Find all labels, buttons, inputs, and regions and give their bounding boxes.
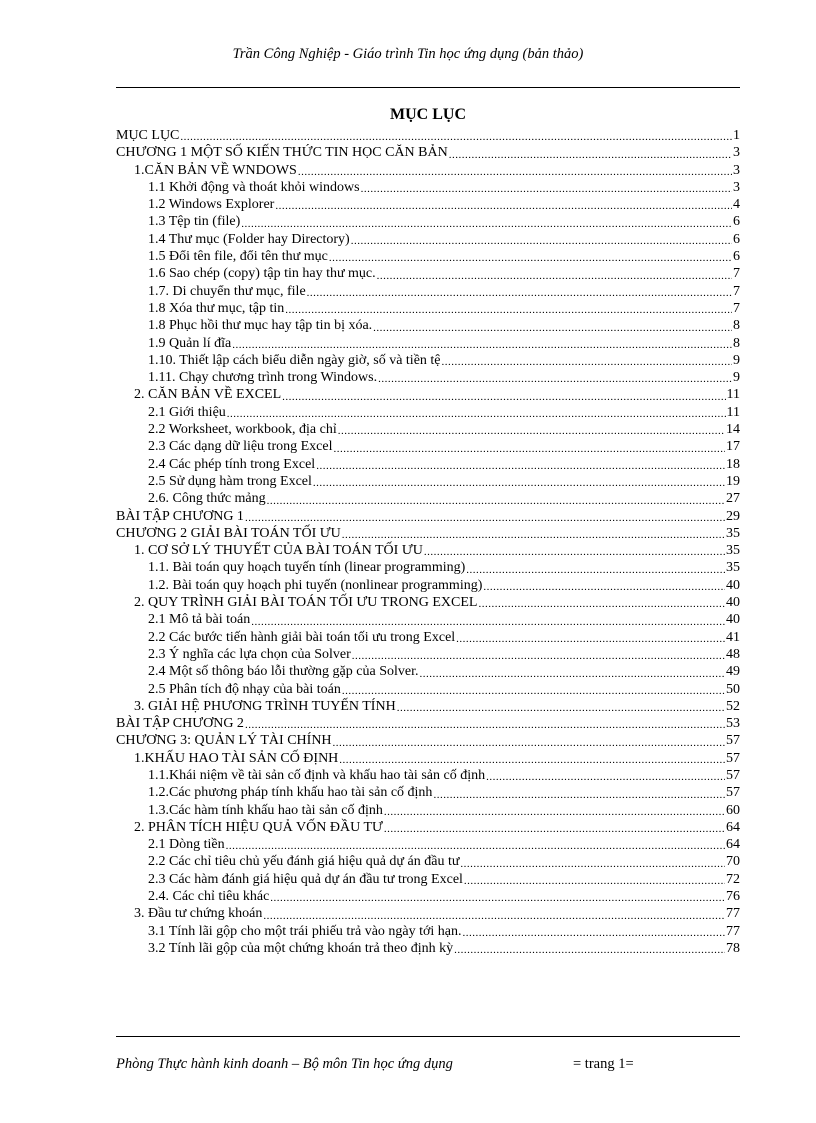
toc-entry[interactable] [116,213,740,230]
toc-entry[interactable] [116,611,740,628]
toc-entry-page: 49 [726,664,740,680]
toc-entry-title: 2.1 Giới thiệu [148,404,226,420]
toc-entry-title: 3.2 Tính lãi gộp của một chứng khoán trả theo định kỳ [148,940,454,956]
toc-dot-leader [424,546,725,559]
toc-entry-title: 1.1 Khởi động và thoát khỏi windows [148,179,360,195]
toc-entry[interactable] [116,473,740,490]
toc-entry-title: 1.2. Bài toán quy hoạch phi tuyến (nonlinear programming) [148,577,483,593]
toc-entry-title: 2.3 Ý nghĩa các lựa chọn của Solver [148,646,351,662]
toc-entry[interactable] [116,421,740,438]
toc-entry[interactable] [116,283,740,300]
toc-entry[interactable] [116,853,740,870]
toc-entry-page: 7 [733,300,740,316]
toc-entry-title: 1.KHẤU HAO TÀI SẢN CỐ ĐỊNH [134,750,339,766]
toc-entry[interactable] [116,594,740,611]
toc-entry-page: 3 [733,145,740,161]
toc-entry-title: 1.2.Các phương pháp tính khấu hao tài sản cố định [148,785,433,801]
toc-entry[interactable] [116,542,740,559]
toc-entry[interactable] [116,767,740,784]
toc-dot-leader [245,719,725,732]
toc-dot-leader [270,892,725,905]
toc-entry-page: 17 [726,439,740,455]
toc-entry-title: 2.1 Mô tả bài toán [148,612,251,628]
toc-entry[interactable] [116,162,740,179]
toc-entry-page: 40 [726,577,740,593]
toc-entry-page: 7 [733,266,740,282]
toc-entry-title: 1.2 Windows Explorer [148,197,275,213]
toc-entry-title: 1.7. Di chuyển thư mục, file [148,283,306,299]
toc-entry[interactable] [116,196,740,213]
toc-dot-leader [282,391,725,404]
header-rule [116,87,740,88]
toc-entry-page: 11 [726,404,740,420]
toc-dot-leader [285,304,732,317]
toc-entry-title: 1.CĂN BẢN VỀ WNDOWS [134,162,297,178]
toc-entry-title: 2.4 Một số thông báo lỗi thường gặp của Solver. [148,664,419,680]
footer-department: Phòng Thực hành kinh doanh – Bộ môn Tin học ứng dụng [116,1056,453,1072]
toc-entry-title: CHƯƠNG 1 MỘT SỐ KIẾN THỨC TIN HỌC CĂN BẢN [116,145,448,161]
toc-dot-leader [384,823,725,836]
toc-entry[interactable] [116,525,740,542]
toc-entry-page: 57 [726,733,740,749]
toc-entry-page: 1 [733,128,740,143]
toc-entry[interactable] [116,681,740,698]
toc-entry-title: 1. CƠ SỞ LÝ THUYẾT CỦA BÀI TOÁN TỐI ƯU [134,543,423,559]
toc-entry-page: 76 [726,889,740,905]
toc-entry-title: 1.8 Phục hồi thư mục hay tập tin bị xóa. [148,318,373,334]
toc-dot-leader [478,598,725,611]
toc-entry[interactable] [116,802,740,819]
toc-entry-page: 9 [733,352,740,368]
toc-dot-leader [267,495,725,508]
toc-dot-leader [373,322,732,335]
toc-entry-page: 35 [726,543,740,559]
toc-dot-leader [397,702,725,715]
toc-entry-page: 64 [726,837,740,853]
toc-dot-leader [352,650,725,663]
toc-entry-title: 2.5 Phân tích độ nhạy của bài toán [148,681,341,697]
toc-entry-title: 1.3 Tệp tin (file) [148,214,241,230]
toc-dot-leader [377,270,732,283]
toc-entry[interactable] [116,698,740,715]
toc-dot-leader [361,183,732,196]
toc-entry-page: 8 [733,318,740,334]
toc-dot-leader [298,166,732,179]
toc-dot-leader [483,581,725,594]
toc-entry-title: 2.6. Công thức mảng [148,491,266,507]
toc-entry-title: 1.9 Quản lí đĩa [148,335,232,351]
toc-dot-leader [384,806,725,819]
toc-entry[interactable] [116,456,740,473]
toc-entry-title: 1.1.Khái niệm về tài sản cố định và khấu hao tài sản cố định [148,767,486,783]
toc-dot-leader [339,754,725,767]
toc-dot-leader [466,564,725,577]
toc-entry-page: 77 [726,906,740,922]
page-title: MỤC LỤC [390,106,466,123]
toc-entry[interactable] [116,265,740,282]
toc-entry[interactable] [116,144,740,161]
toc-entry-page: 11 [726,387,740,403]
toc-entry-page: 6 [733,231,740,247]
toc-entry-page: 35 [726,525,740,541]
toc-entry-page: 8 [733,335,740,351]
toc-dot-leader [378,373,732,386]
toc-entry-title: 2.5 Sử dụng hàm trong Excel [148,473,312,489]
toc-dot-leader [263,910,725,923]
toc-entry[interactable] [116,577,740,594]
toc-entry-page: 18 [726,456,740,472]
toc-entry-title: 1.6 Sao chép (copy) tập tin hay thư mục. [148,266,376,282]
toc-dot-leader [486,771,725,784]
toc-entry[interactable] [116,438,740,455]
toc-entry-page: 72 [726,871,740,887]
toc-entry[interactable] [116,386,740,403]
toc-dot-leader [307,287,732,300]
toc-entry[interactable] [116,646,740,663]
toc-entry[interactable] [116,300,740,317]
toc-entry-title: 2. CĂN BẢN VỀ EXCEL [134,387,282,403]
toc-dot-leader [333,443,725,456]
toc-dot-leader [180,131,732,144]
toc-entry-page: 6 [733,249,740,265]
toc-entry-title: 1.10. Thiết lập cách biểu diễn ngày giờ, số và tiền tệ [148,352,441,368]
toc-entry-page: 57 [726,750,740,766]
footer-rule [116,1036,740,1037]
toc-entry-page: 57 [726,785,740,801]
toc-entry-page: 52 [726,698,740,714]
toc-entry[interactable] [116,663,740,680]
toc-entry[interactable] [116,629,740,646]
toc-entry-page: 48 [726,646,740,662]
toc-dot-leader [338,425,725,438]
toc-entry-title: 1.11. Chạy chương trình trong Windows. [148,370,378,386]
toc-entry-title: BÀI TẬP CHƯƠNG 1 [116,508,244,524]
toc-dot-leader [460,858,725,871]
toc-dot-leader [316,460,725,473]
toc-entry[interactable] [116,127,740,144]
toc-entry-title: 2.4 Các phép tính trong Excel [148,456,316,472]
toc-entry[interactable] [116,490,740,507]
toc-entry-page: 6 [733,214,740,230]
toc-entry-title: 1.3.Các hàm tính khấu hao tài sản cố định [148,802,383,818]
toc-entry-title: 2.3 Các dạng dữ liệu trong Excel [148,439,333,455]
toc-dot-leader [342,529,725,542]
toc-entry-title: 2.2 Worksheet, workbook, địa chỉ [148,422,337,438]
toc-dot-leader [226,840,725,853]
toc-entry-page: 78 [726,940,740,956]
toc-entry-page: 14 [726,422,740,438]
toc-dot-leader [464,875,725,888]
toc-entry[interactable] [116,819,740,836]
toc-entry-title: CHƯƠNG 3: QUẢN LÝ TÀI CHÍNH [116,733,332,749]
toc-entry[interactable] [116,871,740,888]
toc-dot-leader [463,927,725,940]
toc-entry-page: 40 [726,612,740,628]
toc-entry-page: 7 [733,283,740,299]
toc-dot-leader [433,789,725,802]
toc-entry-title: 1.4 Thư mục (Folder hay Directory) [148,231,350,247]
toc-dot-leader [329,252,732,265]
toc-dot-leader [351,235,732,248]
toc-dot-leader [232,339,732,352]
toc-dot-leader [456,633,725,646]
toc-entry-title: 3. GIẢI HỆ PHƯƠNG TRÌNH TUYẾN TÍNH [134,698,396,714]
toc-entry-title: 2. QUY TRÌNH GIẢI BÀI TOÁN TỐI ƯU TRONG EXCEL [134,595,478,611]
toc-entry[interactable] [116,784,740,801]
toc-entry-page: 50 [726,681,740,697]
toc-entry[interactable] [116,248,740,265]
toc-entry-page: 29 [726,508,740,524]
toc-entry-page: 19 [726,473,740,489]
toc-entry-page: 4 [733,197,740,213]
toc-entry-title: 3.1 Tính lãi gộp cho một trái phiếu trả vào ngày tới hạn. [148,923,462,939]
toc-entry[interactable] [116,715,740,732]
toc-entry-title: CHƯƠNG 2 GIẢI BÀI TOÁN TỐI ƯU [116,525,341,541]
toc-dot-leader [342,685,725,698]
toc-entry-title: BÀI TẬP CHƯƠNG 2 [116,716,244,732]
toc-entry-page: 3 [733,179,740,195]
toc-entry[interactable] [116,317,740,334]
toc-entry-page: 9 [733,370,740,386]
toc-entry[interactable] [116,888,740,905]
toc-entry-page: 41 [726,629,740,645]
toc-entry-page: 53 [726,716,740,732]
toc-dot-leader [449,149,732,162]
toc-entry-title: 1.5 Đổi tên file, đổi tên thư mục [148,249,328,265]
toc-entry-title: 1.8 Xóa thư mục, tập tin [148,300,285,316]
footer-page-number: = trang 1= [573,1056,634,1072]
toc-entry[interactable] [116,508,740,525]
toc-dot-leader [333,737,725,750]
toc-entry[interactable] [116,369,740,386]
toc-entry-page: 64 [726,819,740,835]
toc-dot-leader [251,616,725,629]
toc-dot-leader [241,218,732,231]
toc-entry-title: 2.4. Các chỉ tiêu khác [148,889,270,905]
toc-entry-title: 2. PHÂN TÍCH HIỆU QUẢ VỐN ĐẦU TƯ [134,819,383,835]
toc-entry-title: 1.1. Bài toán quy hoạch tuyến tính (linear programming) [148,560,466,576]
toc-entry-title: 2.1 Dòng tiền [148,837,225,853]
toc-entry-title: 2.2 Các bước tiến hành giải bài toán tối ưu trong Excel [148,629,456,645]
toc-entry[interactable] [116,352,740,369]
toc-dot-leader [245,512,725,525]
toc-entry[interactable] [116,923,740,940]
toc-entry[interactable] [116,836,740,853]
toc-entry-page: 35 [726,560,740,576]
toc-entry-title: 2.2 Các chỉ tiêu chủ yếu đánh giá hiệu quả dự án đầu tư [148,854,460,870]
toc-dot-leader [419,668,725,681]
toc-entry-title: MỤC LỤC [116,128,180,143]
toc-entry-page: 77 [726,923,740,939]
toc-dot-leader [275,200,732,213]
running-header: Trần Công Nghiệp - Giáo trình Tin học ứng dụng (bản thảo) [232,46,584,62]
toc-entry[interactable] [116,559,740,576]
toc-entry-title: 2.3 Các hàm đánh giá hiệu quả dự án đầu tư trong Excel [148,871,463,887]
toc-entry[interactable] [116,905,740,922]
toc-dot-leader [442,356,732,369]
toc-entry[interactable] [116,335,740,352]
toc-entry[interactable] [116,732,740,749]
toc-entry-page: 60 [726,802,740,818]
toc-entry[interactable] [116,940,740,957]
table-of-contents [116,127,740,957]
toc-dot-leader [454,944,725,957]
toc-entry-title: 3. Đầu tư chứng khoán [134,906,263,922]
toc-entry-page: 27 [726,491,740,507]
toc-entry[interactable] [116,750,740,767]
toc-entry[interactable] [116,404,740,421]
toc-dot-leader [227,408,726,421]
toc-entry-page: 57 [726,767,740,783]
toc-entry-page: 70 [726,854,740,870]
toc-entry[interactable] [116,179,740,196]
toc-entry-page: 3 [733,162,740,178]
toc-entry[interactable] [116,231,740,248]
toc-dot-leader [313,477,725,490]
toc-entry-page: 40 [726,595,740,611]
